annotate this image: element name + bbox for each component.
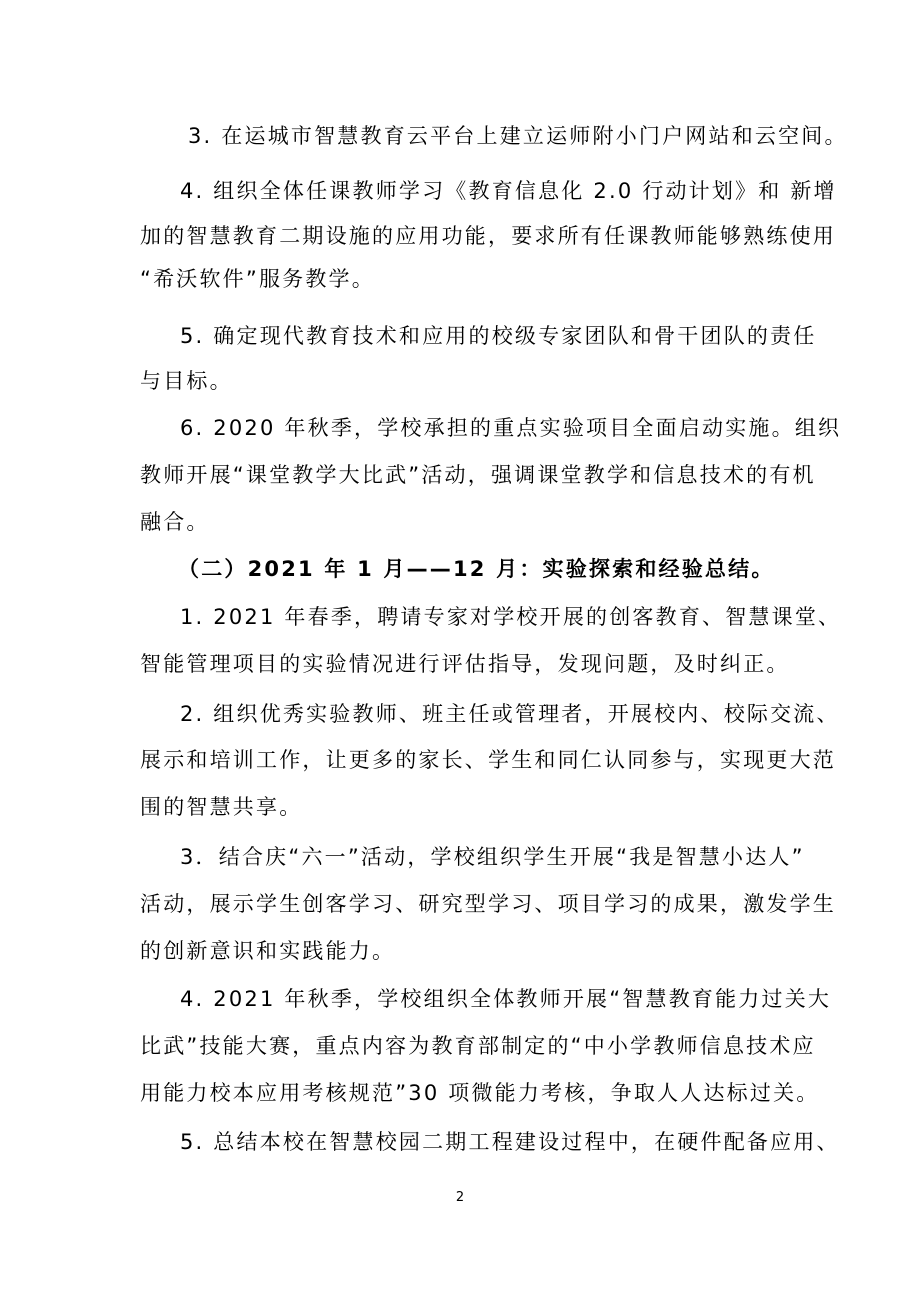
text-line-5: 5. 确定现代教育技术和应用的校级专家团队和骨干团队的责任 (180, 324, 817, 348)
text-line-2: 4. 组织全体任课教师学习《教育信息化 2.0 行动计划》和 新增 (180, 179, 837, 203)
section-heading: （二）2021 年 1 月——12 月：实验探索和经验总结。 (178, 557, 775, 581)
text-line-22: 5. 总结本校在智慧校园二期工程建设过程中，在硬件配备应用、 (180, 1130, 840, 1154)
text-line-11: 1. 2021 年春季，聘请专家对学校开展的创客教育、智慧课堂、 (180, 605, 842, 629)
text-line-1: 3. 在运城市智慧教育云平台上建立运师附小门户网站和云空间。 (188, 124, 848, 148)
text-line-19: 4. 2021 年秋季，学校组织全体教师开展“智慧教育能力过关大 (180, 987, 832, 1011)
text-line-6: 与目标。 (140, 369, 233, 393)
text-line-13: 2. 组织优秀实验教师、班主任或管理者，开展校内、校际交流、 (180, 702, 840, 726)
text-line-14: 展示和培训工作，让更多的家长、学生和同仁认同参与，实现更大范 (140, 748, 836, 772)
text-line-8: 教师开展“课堂教学大比武”活动，强调课堂教学和信息技术的有机 (140, 463, 816, 487)
text-line-17: 活动，展示学生创客学习、研究型学习、项目学习的成果，激发学生 (140, 892, 836, 916)
text-line-21: 用能力校本应用考核规范”30 项微能力考核，争取人人达标过关。 (140, 1081, 820, 1105)
text-line-3: 加的智慧教育二期设施的应用功能，要求所有任课教师能够熟练使用 (140, 224, 836, 248)
text-line-15: 围的智慧共享。 (140, 795, 303, 819)
text-line-9: 融合。 (140, 510, 210, 534)
page-number: 2 (455, 1190, 465, 1205)
text-line-16: 3．结合庆“六一”活动，学校组织学生开展“我是智慧小达人” (180, 845, 805, 869)
text-line-4: “希沃软件”服务教学。 (140, 267, 375, 291)
text-line-18: 的创新意识和实践能力。 (140, 939, 396, 963)
text-line-7: 6. 2020 年秋季，学校承担的重点实验项目全面启动实施。组织 (180, 416, 842, 440)
text-line-20: 比武”技能大赛，重点内容为教育部制定的“中小学教师信息技术应 (140, 1034, 816, 1058)
text-line-12: 智能管理项目的实验情况进行评估指导，发现问题，及时纠正。 (140, 652, 790, 676)
